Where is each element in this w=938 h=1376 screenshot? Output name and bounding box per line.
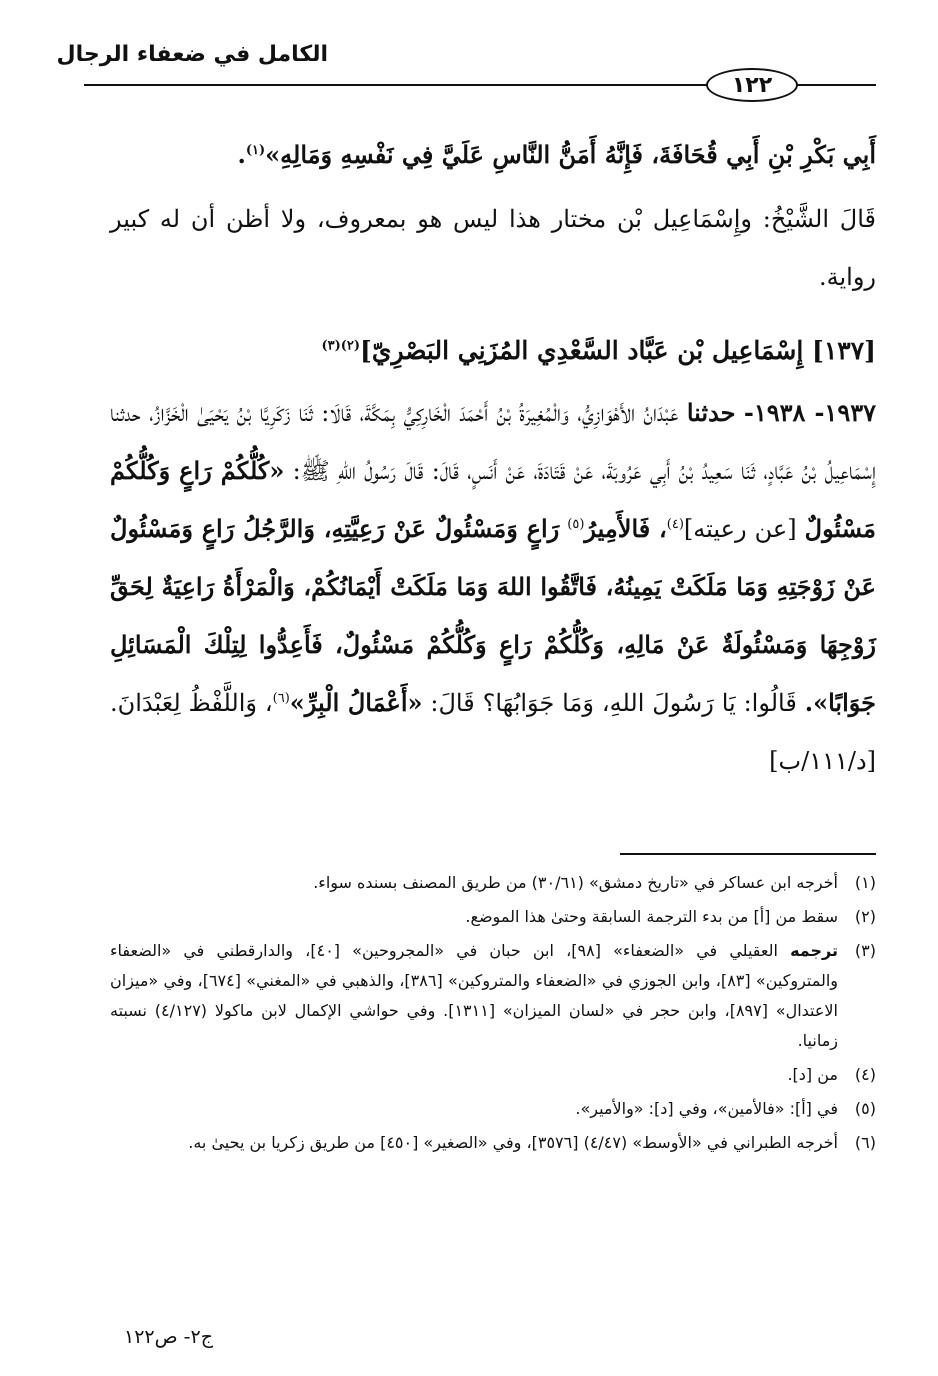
hadith-paragraph — [110, 384, 876, 790]
footnote-rule — [620, 853, 876, 855]
hadith-closing: ، وَاللَّفْظُ لِعَبْدَانَ. [د/١١١/ب] — [110, 689, 876, 775]
footnotes — [110, 868, 876, 1162]
footnote-number: (٦) — [854, 1133, 876, 1152]
footnote-text: سقط من [أ] من بدء الترجمة السابقة وحتىٰ هذا الموضع. — [465, 907, 838, 926]
footnote-text: أخرجه الطبراني في «الأوسط» (٤/٤٧) [٣٥٧٦]، وفي «الصغير» [٤٥٠] من طريق زكريا بن يحيىٰ به. — [188, 1133, 838, 1152]
footnote-item — [110, 936, 876, 1056]
page-number-oval — [706, 68, 798, 102]
page-footer-reference: ج٢- ص١٢٢ — [124, 1326, 213, 1348]
haddathana-word: حدثنا — [686, 398, 736, 427]
footnote-number: (٥) — [854, 1099, 876, 1118]
hadith-isnad: عَبْدَانُ الأَهْوَازِيُّ، وَالْمُغِيرَةُ بْنُ أَحْمَدَ الْخَارِكِيُّ بِمَكَّةَ، قَالَا: ثَنَا زَكَرِيَّا بْنُ يَحْيَىٰ الْخَزَّازُ، حدثنا إِسْمَاعِيلُ بْنُ عَبَّادٍ، ثَنَا سَعِيدُ بْنُ أَبِي عَرُوبَةَ، عَنْ قَتَادَةَ، عَنْ أَنَسٍ، قَالَ: قَالَ رَسُولُ اللهِ ﷺ: — [110, 399, 876, 485]
footnote-ref-2-3: (٢)(٣) — [321, 338, 361, 354]
hadith-matn-start: «كُلُّكُمْ رَاعٍ وَكُلُّكُمْ مَسْئُولٌ — [110, 456, 876, 543]
footnote-ref-6: (٦) — [272, 691, 290, 706]
footnote-text: من [د]. — [787, 1065, 838, 1084]
footnote-item — [110, 1060, 876, 1090]
footnote-text-wrapper — [110, 936, 838, 1056]
hadith-amir: ، فَالأَمِيرُ — [584, 514, 667, 543]
paragraph-1-text: أَبِي بَكْرِ بْنِ أَبِي قُحَافَةَ، فَإِنَّهُ أَمَنُّ النَّاسِ عَلَيَّ فِي نَفْسِهِ وَمَالِهِ» — [265, 140, 876, 169]
footnote-number: (٤) — [854, 1065, 876, 1084]
footnote-number: (٣) — [854, 941, 876, 960]
footnote-number: (٢) — [854, 907, 876, 926]
footnote-text: في [أ]: «فالأمين»، وفي [د]: «والأمير». — [575, 1099, 838, 1118]
hadith-insertion: [عن رعيته] — [683, 515, 797, 543]
footnote-bold-word: ترجمه — [790, 941, 838, 960]
entry-heading-text: [١٣٧] إِسْمَاعِيل بْن عَبَّاد السَّعْدِي المُزَنِي البَصْرِيّ] — [360, 336, 876, 365]
hadith-matn: رَاعٍ وَمَسْئُولٌ عَنْ رَعِيَّتِهِ، وَالرَّجُلُ رَاعٍ وَمَسْئُولٌ عَنْ زَوْجَتِهِ وَمَا مَلَكَتْ يَمِينُهُ، فَاتَّقُوا اللهَ وَمَا مَلَكَتْ أَيْمَانُكُمْ، وَالْمَرْأَةُ رَاعِيَةٌ لِحَقِّ زَوْجِهَا وَمَسْئُولَةٌ عَنْ مَالِهِ، وَكُلُّكُمْ رَاعٍ وَكُلُّكُمْ مَسْئُولٌ، فَأَعِدُّوا لِتِلْكَ الْمَسَائِلِ جَوَابًا». — [110, 514, 877, 717]
paragraph-1 — [110, 126, 876, 184]
entry-heading — [110, 322, 876, 380]
hadith-question: قَالُوا: يَا رَسُولَ اللهِ، وَمَا جَوَابُهَا؟ قَالَ: — [430, 689, 797, 717]
paragraph-2 — [110, 190, 876, 306]
paragraph-2-text: قَالَ الشَّيْخُ: وإِسْمَاعِيل بْن مختار هذا ليس هو بمعروف، ولا أظن أن له كبير رواية. — [110, 205, 876, 291]
hadith-numbers: ١٩٣٧- ١٩٣٨- — [743, 398, 876, 427]
page-number: ١٢٢ — [731, 72, 773, 98]
paragraph-1-end: . — [237, 140, 246, 169]
running-header-title: الكامل في ضعفاء الرجال — [56, 42, 328, 67]
footnote-item — [110, 868, 876, 898]
footnote-item — [110, 902, 876, 932]
footnote-ref-4: (٤) — [666, 517, 684, 532]
hadith-answer: «أَعْمَالُ الْبِرِّ» — [289, 688, 423, 717]
footnote-text: أخرجه ابن عساكر في «تاريخ دمشق» (٣٠/٦١) من طريق المصنف بسنده سواء. — [313, 873, 838, 892]
footnote-number: (١) — [854, 873, 876, 892]
footnote-ref-1: (١) — [245, 143, 266, 158]
footnote-item — [110, 1128, 876, 1158]
footnote-text: العقيلي في «الضعفاء» [٩٨]، ابن حبان في «المجروحين» [٤٠]، والدارقطني في «الضعفاء والمتروكين» [٨٣]، وابن الجوزي في «الضعفاء والمتروكين» [٣٨٦]، والذهبي في «المغني» [٦٧٤]، وفي «ميزان الاعتدال» [٨٩٧]، وابن حجر في «لسان الميزان» [١٣١١]. وفي حواشي الإكمال لابن ماكولا (٤/١٢٧) نسبته زمانيا. — [110, 941, 839, 1050]
footnote-ref-5: (٥) — [567, 517, 585, 532]
footnote-item — [110, 1094, 876, 1124]
